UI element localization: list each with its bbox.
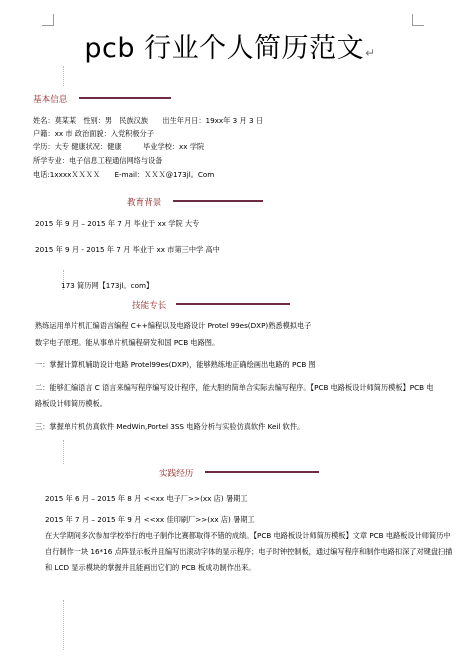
margin-corner-top-left [42, 14, 54, 26]
skills-body [35, 318, 435, 441]
skills-paragraph: 一：掌握计算机辅助设计电路 Protel99es(DXP)，能够熟练地正确绘画出电路的 PCB 图 [35, 360, 316, 369]
skills-paragraph: 熟练运用单片机汇编语言编程 C++编程以及电路设计 Protel 99es(DXP)熟悉模拟电子 [35, 321, 312, 330]
skills-paragraph: 三：掌握单片机仿真软件 MedWin,Portel 3SS 电路分析与实验仿真软件 Keil 软件。 [35, 421, 305, 431]
basic-info-line: 所学专业：电子信息工程通信网络与设备 [33, 156, 163, 165]
practice-heading: 实践经历 [159, 469, 194, 479]
practice-paragraph: 在大学期间多次参加学校举行的电子制作比赛都取得不错的成绩。【PCB 电路板设计师简历模板】文章 PCB 电路板设计师简历中自行制作一块 16*16 点阵显示板并且编写出滚动字体的显示程序；电子时钟控制板，通过编写程序和制作电路扣深了对键盘扫描和 LCD 显示模块的掌握并且能画出它们的 PCB 板成功制作出来。 [45, 531, 453, 572]
source-line: 173 简历网【173jl。com】 [61, 281, 154, 290]
dotted-margin-guide [63, 440, 67, 464]
basic-info-rule [79, 97, 171, 99]
basic-info-heading: 基本信息 [33, 95, 68, 105]
basic-info-line: 姓名：莫某某 性别：男 民族汉族 出生年月日：19xx年 3 月 3 日 [33, 116, 264, 125]
practice-rule [205, 471, 319, 473]
dotted-margin-guide [63, 66, 67, 86]
dotted-margin-guide [63, 600, 67, 650]
education-line: 2015 年 9 月 – 2015 年 7 月 毕业于 xx 学院 大专 [35, 219, 200, 228]
education-heading: 教育背景 [127, 198, 162, 208]
skills-paragraph: 数字电子原理。能从事单片机编程研发和国 PCB 电路图。 [35, 337, 220, 347]
margin-corner-top-right [412, 14, 424, 26]
skills-paragraph: 二：能够汇编语言 C 语言来编写程序编写设计程序，能大胆的简单合实际去编写程序。【PCB 电路板设计师简历模板】PCB 电路板设计师简历模板。 [35, 382, 434, 408]
skills-rule [176, 303, 290, 305]
basic-info-line: 电话:1xxxxＸＸＸＸ E-mail：ＸＸＸ@173jl。Com [33, 170, 215, 179]
education-line: 2015 年 9 月 - 2015 年 7 月 毕业于 xx 市第三中学 高中 [35, 245, 220, 254]
practice-line: 2015 年 7 月 – 2015 年 9 月 <<xx 佳印刷厂>>(xx 店) 暑期工 [45, 515, 255, 524]
basic-info-line: 学历：大专 健康状况：健康 毕业学校：xx 学院 [33, 142, 205, 151]
education-rule [173, 200, 263, 202]
document-title-text: pcb 行业个人简历范文 [84, 33, 365, 64]
practice-line: 2015 年 6 月 – 2015 年 8 月 <<xx 电子厂>>(xx 店) 暑期工 [45, 494, 248, 503]
paragraph-mark-icon: ↵ [365, 46, 376, 60]
document-title [0, 26, 460, 65]
skills-heading: 技能专长 [132, 301, 167, 311]
basic-info-line: 户籍：xx 市 政治面貌：入党积极分子 [33, 129, 154, 138]
